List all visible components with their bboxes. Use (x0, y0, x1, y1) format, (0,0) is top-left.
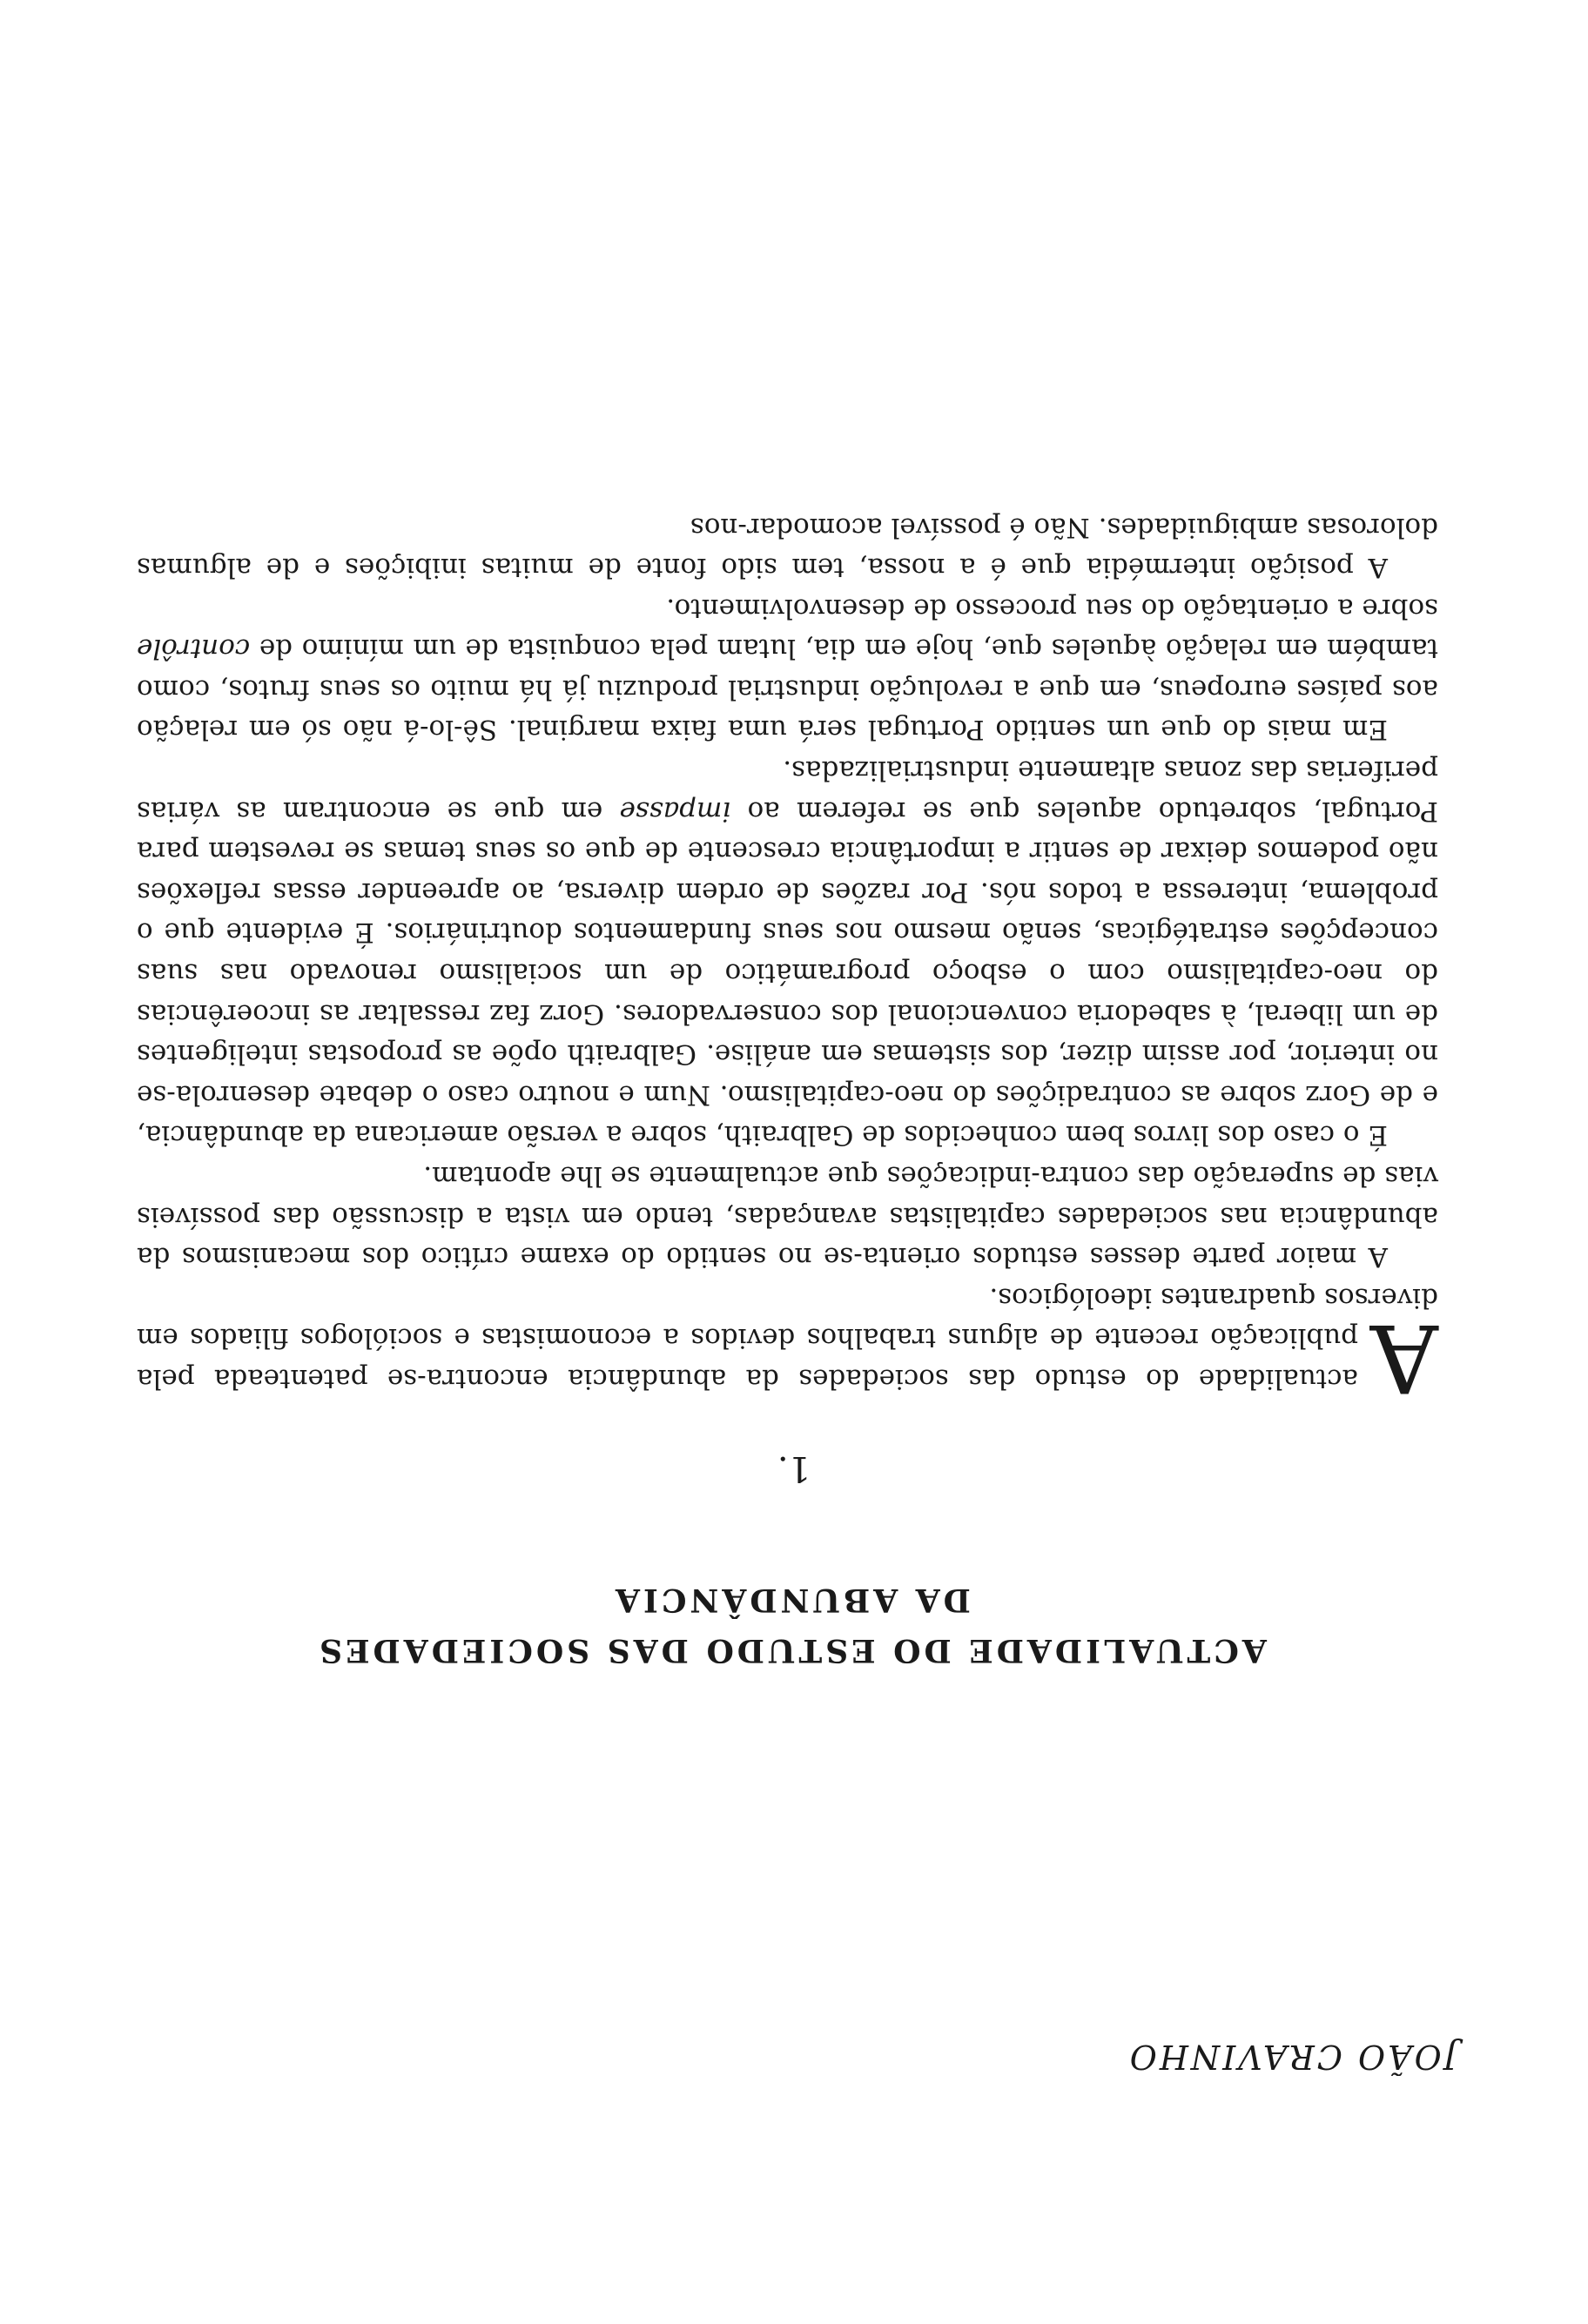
paragraph-2: A maior parte desses estudos orienta-se no sentido do exame crítico dos mecanismos da abundância nas sociedades capitalistas avançadas, tendo em vista a discussão das possíveis vias de superação das contra-indicações que actualmente se lhe apontam. (137, 1160, 1438, 1273)
paragraph-4-text: Em mais do que um sentido Portugal será uma faixa marginal. Sê-lo-á não só em relação aos países europeus, em que a revolução industrial produziu já há muito os seus frutos, como também em relação àqueles que, hoje em dia, lutam pela conquista de um mínimo de (137, 633, 1438, 746)
paragraph-1-text: actualidade do estudo das sociedades da abundância encontra-se patenteada pela publicação recente de alguns trabalhos devidos a economistas e sociólogos filiados em diversos quadrantes ideológicos. (137, 1281, 1438, 1394)
paragraph-1 (137, 1277, 1438, 1412)
paragraph-3-text: É o caso dos livros bem conhecidos de Galbraith, sobre a versão americana da abundância, e de Gorz sobre as contradições do neo-capitalismo. Num e noutro caso o debate desenrola-se no interior, por assim dizer, dos sistemas em análise. Galbraith opõe as propostas inteligentes de um liberal, à sabedoria convencional dos conservadores. Gorz faz ressaltar as incoerências do neo-capitalismo com o esboço programático de um socialismo renovado nas suas concepções estratégicas, senão mesmo nos seus fundamentos doutrinários. É evidente que o problema, interessa a todos nós. Por razões de ordem diversa, ao apreender essas reflexões não podemos deixar de sentir a importância crescente de que os seus temas se revestem para Portugal, sobretudo aqueles que se referem ao (137, 795, 1438, 1152)
italic-term-controle: contrôle (137, 633, 251, 665)
drop-cap: A (1370, 1303, 1438, 1412)
chapter-title (282, 1575, 1301, 1676)
chapter-title-line-2: DA ABUNDÂNCIA (612, 1582, 971, 1618)
paragraph-4-end: sobre a orientação do seu processo de desenvolvimento. (666, 592, 1438, 624)
paragraph-4 (137, 588, 1438, 749)
paragraph-3-end: em que se encontram as várias periferias das zonas altamente industrializadas. (137, 755, 1438, 827)
body-text (137, 507, 1438, 1412)
paragraph-3 (137, 750, 1438, 1156)
section-number: 1. (777, 1448, 811, 1488)
chapter-title-line-1: ACTUALIDADE DO ESTUDO DAS SOCIEDADES (316, 1632, 1267, 1669)
paragraph-5: A posição intermédia que é a nossa, tem sido fonte de muitas inibições e de algumas dolorosas ambiguidades. Não é possível acomodar-nos (137, 511, 1438, 584)
author-name: JOÃO CRAVINHO (1127, 2038, 1457, 2076)
italic-term-impasse: impasse (619, 795, 731, 827)
